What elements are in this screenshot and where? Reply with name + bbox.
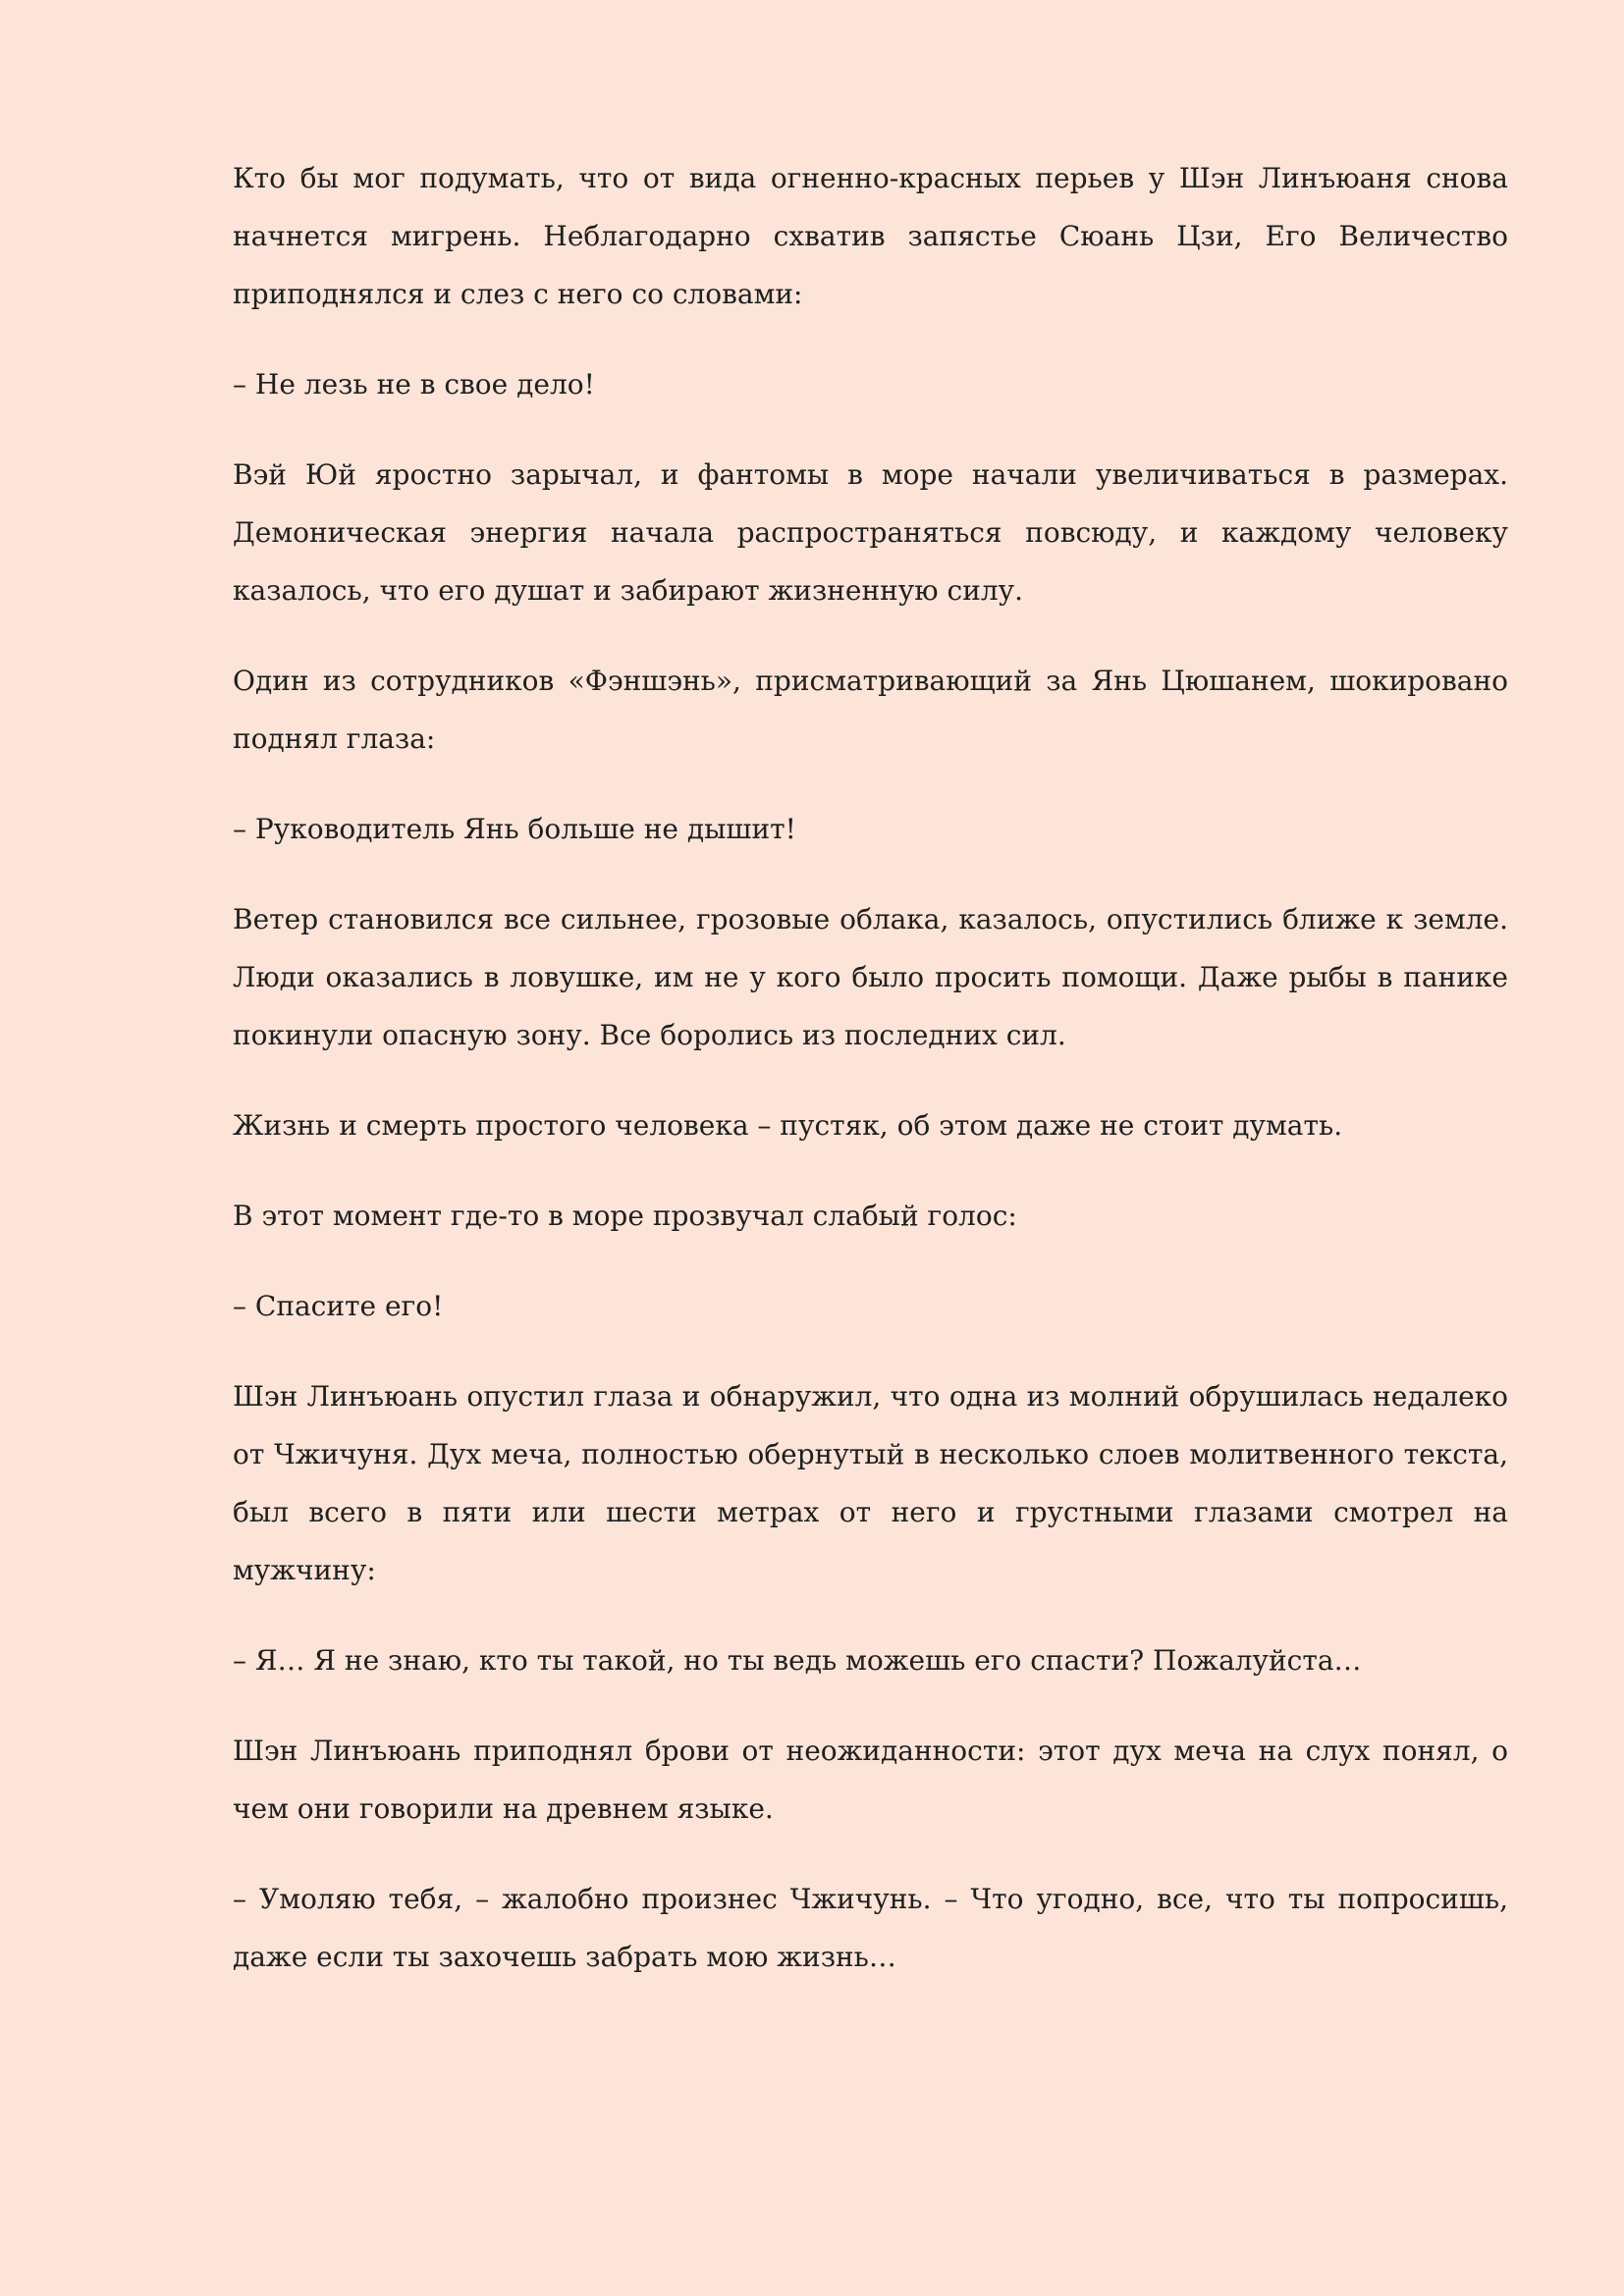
paragraph-11: – Я… Я не знаю, кто ты такой, но ты ведь можешь его спасти? Пожалуйста… bbox=[233, 1644, 1362, 1677]
paragraph-13: – Умоляю тебя, – жалобно произнес Чжичунь. – Что угодно, все, что ты попросишь, даже если ты захочешь забрать мою жизнь… bbox=[233, 1883, 1508, 1973]
paragraph-10: Шэн Линъюань опустил глаза и обнаружил, что одна из молний обрушилась недалеко от Чжичуня. Дух меча, полностью обернутый в несколько слоев молитвенного текста, был всего в пяти или шести метрах от него и грустными глазами смотрел на мужчину: bbox=[233, 1380, 1508, 1586]
paragraph-3: Вэй Юй яростно зарычал, и фантомы в море начали увеличиваться в размерах. Демоническая энергия начала распространяться повсюду, и каждому человеку казалось, что его душат и забирают жизненную силу. bbox=[233, 458, 1508, 607]
paragraph-9: – Спасите его! bbox=[233, 1290, 444, 1322]
paragraph-4: Один из сотрудников «Фэншэнь», присматривающий за Янь Цюшанем, шокировано поднял глаза: bbox=[233, 665, 1508, 755]
paragraph-5: – Руководитель Янь больше не дышит! bbox=[233, 813, 796, 845]
paragraph-8: В этот момент где-то в море прозвучал слабый голос: bbox=[233, 1200, 1017, 1232]
paragraph-6: Ветер становился все сильнее, грозовые облака, казалось, опустились ближе к земле. Люди оказались в ловушке, им не у кого было просить помощи. Даже рыбы в панике покинули опасную зону. Все боролись из последних сил. bbox=[233, 903, 1508, 1051]
paragraph-2: – Не лезь не в свое дело! bbox=[233, 368, 595, 400]
paragraph-1: Кто бы мог подумать, что от вида огненно-красных перьев у Шэн Линъюаня снова начнется мигрень. Неблагодарно схватив запястье Сюань Цзи, Его Величество приподнялся и слез с него со словами: bbox=[233, 162, 1508, 310]
paragraph-12: Шэн Линъюань приподнял брови от неожиданности: этот дух меча на слух понял, о чем они говорили на древнем языке. bbox=[233, 1735, 1508, 1825]
paragraph-7: Жизнь и смерть простого человека – пустяк, об этом даже не стоит думать. bbox=[233, 1109, 1343, 1142]
